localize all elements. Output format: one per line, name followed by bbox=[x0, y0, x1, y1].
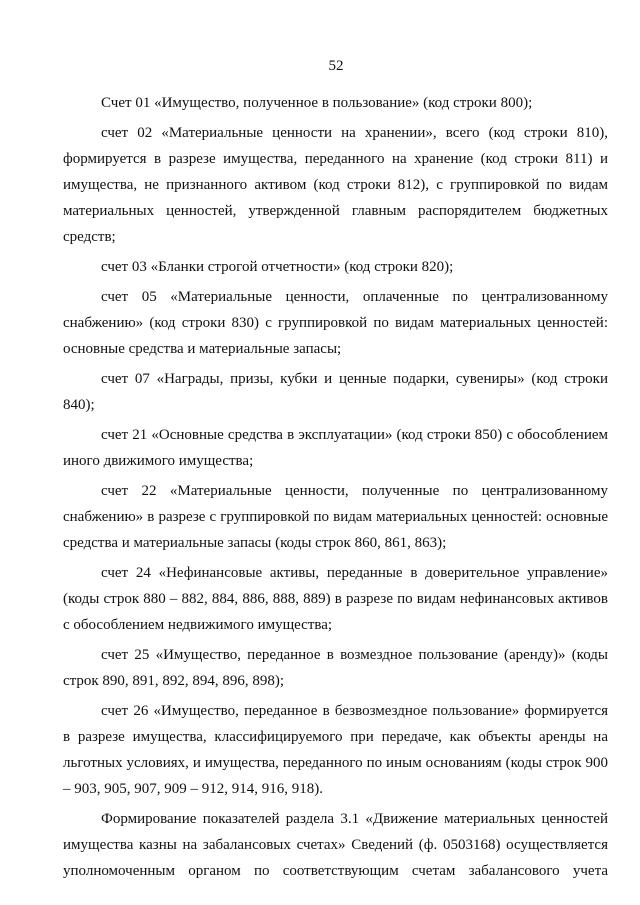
paragraph-account-22: счет 22 «Материальные ценности, полученные по централизованному снабжению» в разрезе с группировкой по видам материальных ценностей: основные средства и материальные запасы (коды строк 860, 861, 863); bbox=[63, 483, 608, 551]
paragraph-account-26: счет 26 «Имущество, переданное в безвозмездное пользование» формируется в разрезе имущества, классифицируемого при передаче, как объекты аренды на льготных условиях, и имущества, переданного по иным основаниям (коды строк 900 – 903, 905, 907, 909 – 912, 914, 916, 918). bbox=[63, 703, 608, 797]
paragraph-account-02: счет 02 «Материальные ценности на хранении», всего (код строки 810), формируется в разрезе имущества, переданного на хранение (код строки 811) и имущества, не признанного активом (код строки 812), с группировкой по видам материальных ценностей, утвержденной главным распорядителем бюджетных средств; bbox=[63, 125, 608, 245]
page-number: 52 bbox=[328, 58, 344, 74]
paragraph-section-3-1: Формирование показателей раздела 3.1 «Движение материальных ценностей имущества казны на забалансовых счетах» Сведений (ф. 0503168) осуществляется уполномоченным органом по соответствующим счетам забалансового учета bbox=[63, 811, 608, 879]
paragraph-account-05: счет 05 «Материальные ценности, оплаченные по централизованному снабжению» (код строки 830) с группировкой по видам материальных ценностей: основные средства и материальные запасы; bbox=[63, 289, 608, 357]
document-body bbox=[63, 90, 608, 888]
paragraph-account-21: счет 21 «Основные средства в эксплуатации» (код строки 850) с обособлением иного движимого имущества; bbox=[63, 427, 608, 469]
paragraph-account-25: счет 25 «Имущество, переданное в возмездное пользование (аренду)» (коды строк 890, 891, 892, 894, 896, 898); bbox=[63, 647, 608, 689]
paragraph-account-24: счет 24 «Нефинансовые активы, переданные в доверительное управление» (коды строк 880 – 882, 884, 886, 888, 889) в разрезе по видам нефинансовых активов с обособлением недвижимого имущества; bbox=[63, 565, 608, 633]
paragraph-account-03: счет 03 «Бланки строгой отчетности» (код строки 820); bbox=[101, 259, 454, 275]
paragraph-account-07: счет 07 «Награды, призы, кубки и ценные подарки, сувениры» (код строки 840); bbox=[63, 371, 608, 413]
paragraph-account-01: Счет 01 «Имущество, полученное в пользование» (код строки 800); bbox=[101, 95, 533, 111]
